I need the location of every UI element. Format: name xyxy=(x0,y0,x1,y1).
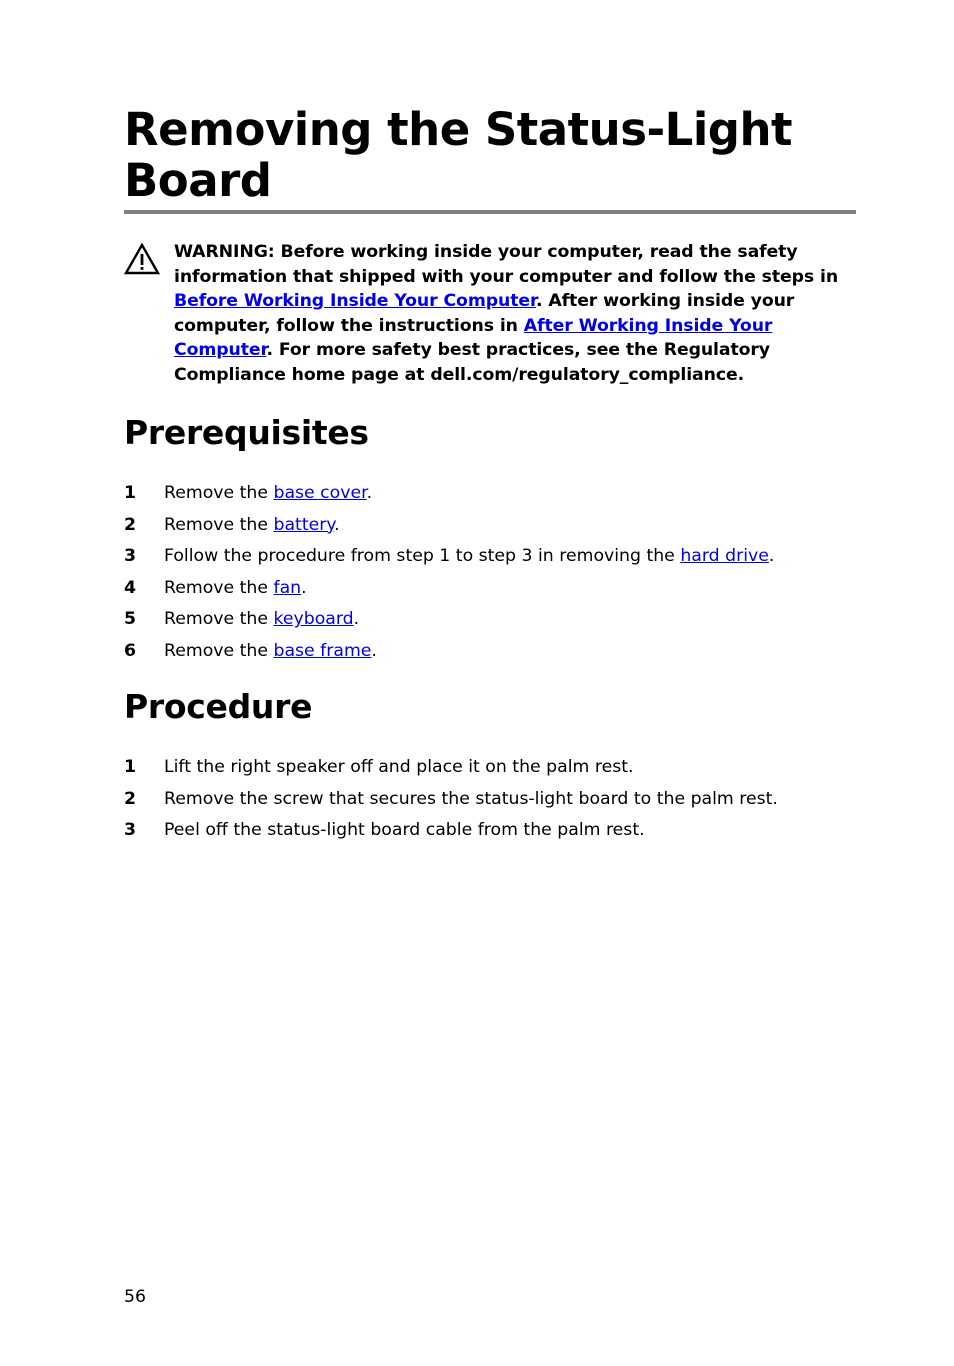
step-text-post: . xyxy=(353,609,360,630)
step-number: 2 xyxy=(124,788,137,809)
step-text-pre: Remove the xyxy=(164,609,274,630)
step-text-post: . xyxy=(371,640,377,661)
step-text xyxy=(164,482,372,504)
step-text: Peel off the status-light board cable from the palm rest. xyxy=(164,820,645,841)
procedure-step xyxy=(124,756,856,788)
step-text-pre: Follow the procedure from step 1 to step 3 in removing the xyxy=(164,546,681,567)
warning-text xyxy=(174,240,856,388)
procedure-list xyxy=(124,756,856,851)
battery-link[interactable]: battery xyxy=(273,514,335,535)
step-text-post: . xyxy=(366,483,373,503)
fan-link[interactable]: fan xyxy=(273,577,302,598)
step-text xyxy=(164,545,774,567)
step-number: 3 xyxy=(124,546,137,567)
hard-drive-link[interactable]: hard drive xyxy=(680,546,769,567)
keyboard-link[interactable]: keyboard xyxy=(273,609,354,630)
page-title xyxy=(124,104,856,206)
after-working-link[interactable]: After Working Inside Your Computer xyxy=(174,315,773,361)
prerequisite-step xyxy=(124,577,856,609)
step-text-pre: Remove the xyxy=(164,514,274,535)
prerequisites-heading: Prerequisites xyxy=(124,413,369,452)
procedure-step xyxy=(124,819,856,851)
base-frame-link[interactable]: base frame xyxy=(273,640,372,661)
step-text-pre: Remove the xyxy=(164,640,274,661)
step-text: Lift the right speaker off and place it on the palm rest. xyxy=(164,757,634,777)
step-number: 1 xyxy=(124,757,137,777)
step-text-post: . xyxy=(334,514,340,535)
step-text-post: . xyxy=(768,546,775,567)
step-text-post: . xyxy=(301,577,307,598)
before-working-link[interactable]: Before Working Inside Your Computer xyxy=(174,291,536,312)
page-title-line-2: Board xyxy=(124,154,272,207)
step-text-pre: Remove the xyxy=(164,577,274,598)
step-text xyxy=(164,608,359,630)
step-number: 2 xyxy=(124,514,137,535)
warning-text-part-2: . After working inside your computer, follow the instructions in xyxy=(174,291,795,336)
step-number: 6 xyxy=(124,640,137,661)
warning-triangle-icon xyxy=(124,243,160,275)
step-text xyxy=(164,640,377,662)
procedure-heading: Procedure xyxy=(124,687,313,726)
step-number: 1 xyxy=(124,483,137,503)
procedure-step xyxy=(124,788,856,820)
step-text xyxy=(164,577,307,599)
warning-text-part-1: WARNING: Before working inside your computer, read the safety information that shipped with your computer and follow the steps in xyxy=(174,242,839,287)
prerequisite-step xyxy=(124,640,856,672)
step-text: Remove the screw that secures the status-light board to the palm rest. xyxy=(164,788,778,809)
base-cover-link[interactable]: base cover xyxy=(273,483,367,503)
page-number: 56 xyxy=(124,1287,146,1307)
step-text-pre: Remove the xyxy=(164,483,274,503)
prerequisite-step xyxy=(124,514,856,546)
prerequisite-step xyxy=(124,545,856,577)
title-divider xyxy=(124,210,856,214)
step-number: 3 xyxy=(124,820,137,841)
prerequisite-step xyxy=(124,482,856,514)
page-title-line-1: Removing the Status-Light xyxy=(124,103,793,156)
warning-text-part-3: . For more safety best practices, see the Regulatory Compliance home page at dell.com/regulatory_compliance. xyxy=(174,340,770,385)
step-text xyxy=(164,514,340,536)
prerequisites-list xyxy=(124,482,856,672)
step-number: 5 xyxy=(124,609,137,630)
prerequisite-step xyxy=(124,608,856,640)
step-number: 4 xyxy=(124,577,137,598)
